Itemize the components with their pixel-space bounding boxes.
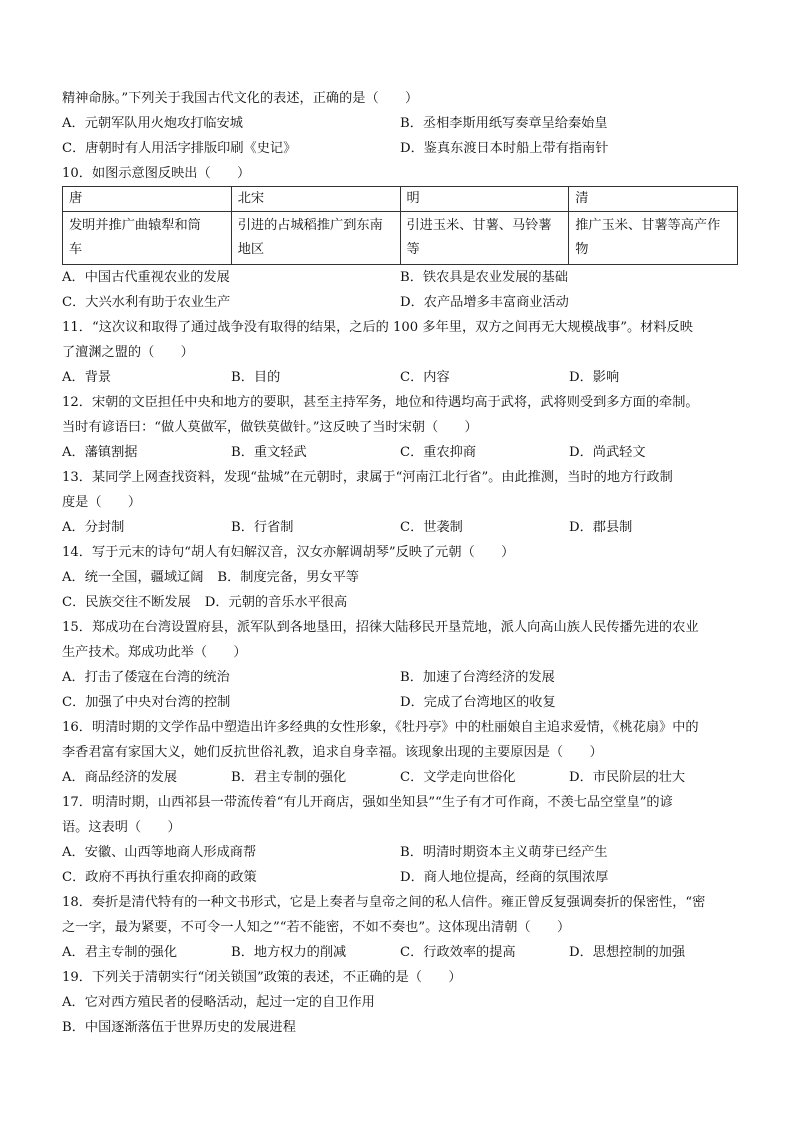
q16-stem-line1: 16．明清时期的文学作品中塑造出许多经典的女性形象，《牡丹亭》中的杜丽娘自主追求爱情，《桃花扇》中的 [62,720,699,735]
q16-stem-line2: 李香君富有家国大义，她们反抗世俗礼教，追求自身幸福。该现象出现的主要原因是（ ） [62,745,603,760]
q18-option-d[interactable]: D．思想控制的加强 [569,945,686,960]
table-cell-tang [63,212,232,265]
q15-options-row2 [62,690,738,715]
q10-options-row1 [62,265,738,290]
q18-stem-line2: 之一字，最为紧要，不可令一人知之”“若不能密，不如不奏也”。这体现出清朝（ ） [62,920,571,935]
q11-option-c[interactable]: C．内容 [400,370,450,385]
q19-option-a[interactable]: A．它对西方殖民者的侵略活动，起过一定的自卫作用 [62,995,375,1010]
q10-option-a[interactable]: A．中国古代重视农业的发展 [62,270,230,285]
table-cell-qing [569,212,738,265]
q18-stem-line1: 18．奏折是清代特有的一种文书形式，它是上奏者与皇帝之间的私人信件。雍正曾反复强调奏折的保密性，“密 [62,895,706,910]
table-cell-ming [400,212,569,265]
table-header-beisong: 北宋 [231,187,400,212]
table-cell-beisong [231,212,400,265]
table-cell-line: 引进玉米、甘薯、马铃薯 [406,218,552,233]
q17-stem-line2: 语。这表明（ ） [62,820,181,835]
q16-option-d[interactable]: D．市民阶层的壮大 [569,770,686,785]
q15-option-b[interactable]: B．加速了台湾经济的发展 [400,670,555,685]
q17-option-b[interactable]: B．明清时期资本主义萌芽已经产生 [400,845,608,860]
q12-option-b[interactable]: B．重文轻武 [231,445,307,460]
q9-option-c[interactable]: C．唐朝时有人用活字排版印刷《史记》 [62,141,297,156]
q14-option-a[interactable]: A．统一全国，疆域辽阔 [62,570,204,585]
q9-options-row1 [62,111,738,136]
q12-option-d[interactable]: D．尚武轻文 [569,445,646,460]
q13-options [62,515,738,540]
q16-options [62,765,738,790]
q15-option-c[interactable]: C．加强了中央对台湾的控制 [62,695,231,710]
q17-option-c[interactable]: C．政府不再执行重农抑商的政策 [62,870,257,885]
q16-option-a[interactable]: A．商品经济的发展 [62,770,178,785]
q13-stem-line2: 度是（ ） [62,495,142,510]
q11-option-d[interactable]: D．影响 [569,370,620,385]
q12-option-a[interactable]: A．藩镇割据 [62,445,138,460]
q17-options-row2 [62,865,738,890]
q15-option-d[interactable]: D．完成了台湾地区的收复 [400,695,556,710]
q19-stem: 19．下列关于清朝实行“闭关锁国”政策的表述，不正确的是（ ） [62,970,462,985]
q10-option-b[interactable]: B．铁农具是农业发展的基础 [400,270,568,285]
q9-options-row2 [62,136,738,161]
q11-stem-line1: 11．“这次议和取得了通过战争没有取得的结果，之后的 100 多年里，双方之间再无大规模战事”。材料反映 [62,320,693,335]
q16-option-c[interactable]: C．文学走向世俗化 [400,770,516,785]
q14-option-b[interactable]: B．制度完备，男女平等 [217,570,359,585]
q10-table [62,186,738,265]
q13-option-b[interactable]: B．行省制 [231,520,294,535]
q11-options [62,365,738,390]
q17-options-row1 [62,840,738,865]
q18-options [62,940,738,965]
q15-stem-line2: 生产技术。郑成功此举（ ） [62,645,247,660]
q19-option-b[interactable]: B．中国逐渐落伍于世界历史的发展进程 [62,1020,296,1035]
q14-options-row2 [62,590,738,615]
q9-stem: 精神命脉。”下列关于我国古代文化的表述，正确的是（ ） [62,91,419,106]
table-cell-line: 等 [406,242,420,257]
q10-options-row2 [62,290,738,315]
table-cell-line: 引进的占城稻推广到东南 [237,218,383,233]
table-header-ming: 明 [400,187,569,212]
q13-option-d[interactable]: D．郡县制 [569,520,633,535]
q10-option-c[interactable]: C．大兴水利有助于农业生产 [62,295,231,310]
q18-option-a[interactable]: A．君主专制的强化 [62,945,178,960]
q14-option-d[interactable]: D．元朝的音乐水平很高 [204,595,348,610]
q18-option-c[interactable]: C．行政效率的提高 [400,945,516,960]
table-cell-line: 地区 [237,242,265,257]
q13-option-c[interactable]: C．世袭制 [400,520,463,535]
q15-options-row1 [62,665,738,690]
table-cell-line: 物 [575,242,589,257]
q9-option-d[interactable]: D．鉴真东渡日本时船上带有指南针 [400,141,609,156]
q11-option-b[interactable]: B．目的 [231,370,281,385]
q10-option-d[interactable]: D．农产品增多丰富商业活动 [400,295,569,310]
q18-option-b[interactable]: B．地方权力的削减 [231,945,347,960]
q12-option-c[interactable]: C．重农抑商 [400,445,477,460]
q13-option-a[interactable]: A．分封制 [62,520,125,535]
q11-stem-line2: 了澶渊之盟的（ ） [62,345,194,360]
table-cell-line: 车 [69,242,83,257]
exam-page [62,86,738,1040]
q13-stem-line1: 13．某同学上网查找资料，发现“盐城”在元朝时，隶属于“河南江北行省”。由此推测，当时的地方行政制 [62,470,673,485]
q9-option-b[interactable]: B．丞相李斯用纸写奏章呈给秦始皇 [400,116,608,131]
q16-option-b[interactable]: B．君主专制的强化 [231,770,347,785]
q12-options [62,440,738,465]
q15-stem-line1: 15．郑成功在台湾设置府县，派军队到各地垦田，招徕大陆移民开垦荒地，派人向高山族人民传播先进的农业 [62,620,699,635]
q14-option-c[interactable]: C．民族交往不断发展 [62,595,191,610]
q14-options-row1 [62,565,738,590]
q17-option-a[interactable]: A．安徽、山西等地商人形成商帮 [62,845,257,860]
q17-stem-line1: 17．明清时期，山西祁县一带流传着“有儿开商店，强如坐知县”“生子有才可作商，不羡七品空堂皇”的谚 [62,795,673,810]
table-cell-line: 发明并推广曲辕犁和筒 [69,218,201,233]
q17-option-d[interactable]: D．商人地位提高，经商的氛围浓厚 [400,870,609,885]
q12-stem-line1: 12．宋朝的文臣担任中央和地方的要职，甚至主持军务，地位和待遇均高于武将，武将则受到多方面的牵制。 [62,395,699,410]
table-header-tang: 唐 [63,187,232,212]
table-header-qing: 清 [569,187,738,212]
q12-stem-line2: 当时有谚语曰：“做人莫做军，做铁莫做针。”这反映了当时宋朝（ ） [62,420,478,435]
q15-option-a[interactable]: A．打击了倭寇在台湾的统治 [62,670,230,685]
table-cell-line: 推广玉米、甘薯等高产作 [575,218,721,233]
q10-stem: 10．如图示意图反映出（ ） [62,166,251,181]
q11-option-a[interactable]: A．背景 [62,370,112,385]
q14-stem: 14．写于元末的诗句“胡人有妇解汉音，汉女亦解调胡琴”反映了元朝（ ） [62,545,515,560]
q9-option-a[interactable]: A．元朝军队用火炮攻打临安城 [62,116,243,131]
